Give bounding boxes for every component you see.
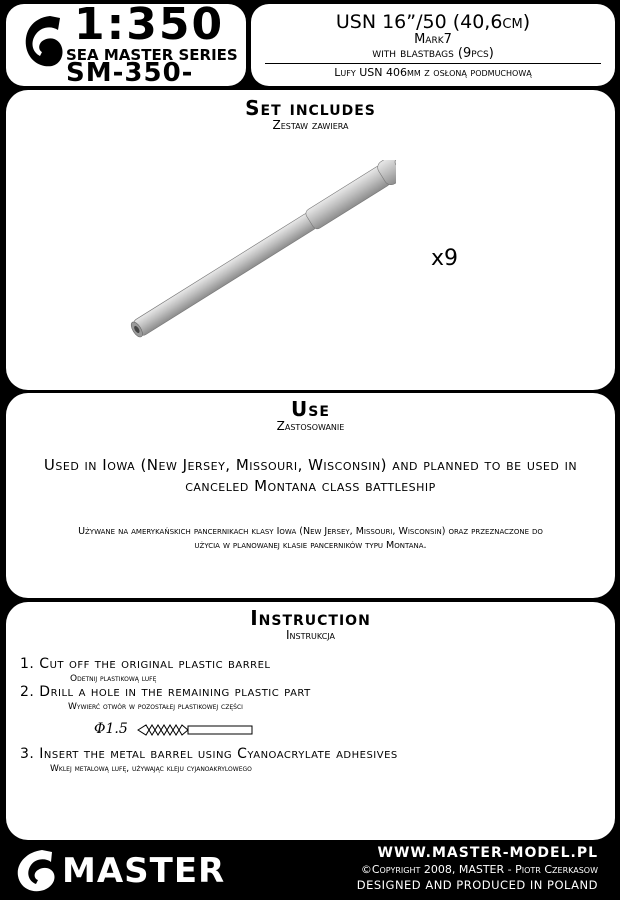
product-title-pl: Lufy USN 406mm z osłoną podmuchową	[334, 66, 532, 79]
footer-brand: MASTER	[62, 851, 226, 891]
master-logo-icon	[20, 12, 66, 78]
product-code: SM-350-	[66, 58, 194, 88]
drill-size-label: Φ1.5	[94, 721, 128, 737]
use-text-en: Used in Iowa (New Jersey, Missouri, Wisconsin) and planned to be used in canceled Montana class battleship	[43, 456, 578, 495]
use-subtitle: Zastosowanie	[276, 419, 345, 433]
product-title: USN 16”/50 (40,6cm)	[335, 11, 531, 33]
instruction-step-3: 3. Insert the metal barrel using Cyanoacrylate adhesives	[20, 746, 398, 762]
use-section	[6, 393, 615, 598]
header-brand-panel	[6, 0, 246, 88]
scale-label: 1:350	[74, 0, 225, 50]
set-includes-title: Set includes	[245, 96, 376, 120]
drill-bit-icon	[136, 722, 256, 738]
instruction-section	[6, 602, 615, 840]
instruction-title: Instruction	[250, 606, 371, 630]
instruction-step-3-pl: Wklej metalową lufę, używając kleju cyjanoakrylowego	[50, 764, 252, 774]
set-includes-section	[6, 90, 615, 390]
footer-website[interactable]: WWW.MASTER-MODEL.PL	[377, 845, 598, 861]
use-title: Use	[291, 397, 330, 421]
instruction-subtitle: Instrukcja	[286, 628, 335, 642]
header-divider	[265, 63, 601, 64]
series-label: SEA MASTER SERIES	[66, 46, 238, 64]
footer-copyright: ©Copyright 2008, MASTER - Piotr Czerkasow	[360, 863, 598, 876]
product-mark: Mark7	[414, 32, 452, 47]
instruction-step-2-pl: Wywierć otwór w pozostałej plastikowej części	[68, 702, 243, 712]
barrel-image	[116, 160, 396, 350]
use-text-pl: Używane na amerykańskich pancernikach klasy Iowa (New Jersey, Missouri, Wisconsin) oraz przeznaczone do użycia w planowanej klasie pancerników typu Montana.	[78, 526, 543, 551]
instruction-step-1: 1. Cut off the original plastic barrel	[20, 656, 271, 672]
footer-designed: DESIGNED AND PRODUCED IN POLAND	[356, 878, 598, 892]
set-includes-subtitle: Zestaw zawiera	[272, 118, 349, 132]
instruction-step-1-pl: Odetnij plastikową lufę	[70, 674, 157, 684]
product-subtitle: with blastbags (9pcs)	[372, 46, 494, 61]
quantity-label: x9	[431, 246, 459, 271]
header-title-panel	[251, 4, 615, 86]
instruction-step-2: 2. Drill a hole in the remaining plastic part	[20, 684, 311, 700]
master-logo-icon-footer	[14, 848, 60, 894]
